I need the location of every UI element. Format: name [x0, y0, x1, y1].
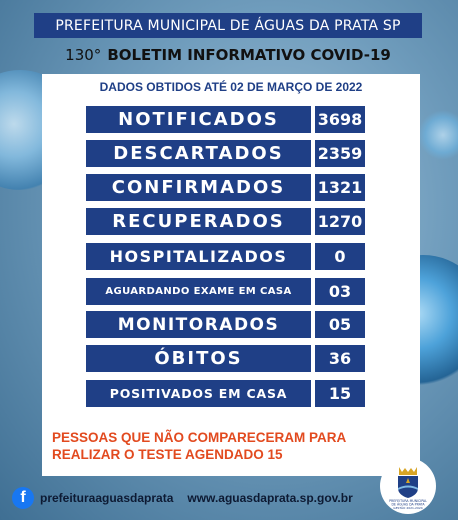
- seal-text: GESTÃO 2021-2024: [393, 506, 423, 510]
- stat-value: 0: [315, 243, 365, 270]
- bulletin-title-text: BOLETIM INFORMATIVO COVID-19: [107, 46, 391, 64]
- bulletin-title: [34, 42, 422, 68]
- stat-label: HOSPITALIZADOS: [86, 243, 311, 270]
- municipality-header: [34, 13, 422, 38]
- stat-value: 1321: [315, 174, 365, 201]
- footer: [12, 486, 353, 510]
- stat-value: 1270: [315, 208, 365, 235]
- stat-value: 05: [315, 311, 365, 338]
- municipality-name: PREFEITURA MUNICIPAL DE ÁGUAS DA PRATA SP: [55, 17, 401, 34]
- city-seal-graphic: [383, 461, 433, 511]
- stat-label: POSITIVADOS EM CASA: [86, 380, 311, 407]
- seal-text: PREFEITURA MUNICIPAL: [389, 499, 427, 503]
- stat-label: CONFIRMADOS: [86, 174, 311, 201]
- stat-value: 03: [315, 278, 365, 305]
- stat-label: NOTIFICADOS: [86, 106, 311, 133]
- data-card: [42, 74, 420, 476]
- seal-text: DE ÁGUAS DA PRATA: [391, 502, 425, 507]
- website-link[interactable]: www.aguasdaprata.sp.gov.br: [187, 491, 353, 505]
- stat-label: MONITORADOS: [86, 311, 311, 338]
- stat-value: 3698: [315, 106, 365, 133]
- notice-line: REALIZAR O TESTE AGENDADO 15: [52, 447, 283, 462]
- coronavirus-illustration: [418, 110, 458, 160]
- stat-label: ÓBITOS: [86, 345, 311, 372]
- city-seal-icon: [380, 458, 436, 514]
- no-show-notice: [52, 429, 412, 463]
- stat-value: 2359: [315, 140, 365, 167]
- stat-label: RECUPERADOS: [86, 208, 311, 235]
- facebook-handle[interactable]: prefeituraaguasdaprata: [40, 491, 174, 505]
- stat-label: AGUARDANDO EXAME EM CASA: [86, 278, 311, 305]
- stat-value: 15: [315, 380, 365, 407]
- bulletin-number: 130°: [65, 46, 102, 64]
- notice-line: PESSOAS QUE NÃO COMPARECERAM PARA: [52, 430, 347, 445]
- stat-value: 36: [315, 345, 365, 372]
- stat-label: DESCARTADOS: [86, 140, 311, 167]
- data-date-subtitle: DADOS OBTIDOS ATÉ 02 DE MARÇO DE 2022: [99, 80, 363, 94]
- facebook-icon[interactable]: f: [12, 487, 34, 509]
